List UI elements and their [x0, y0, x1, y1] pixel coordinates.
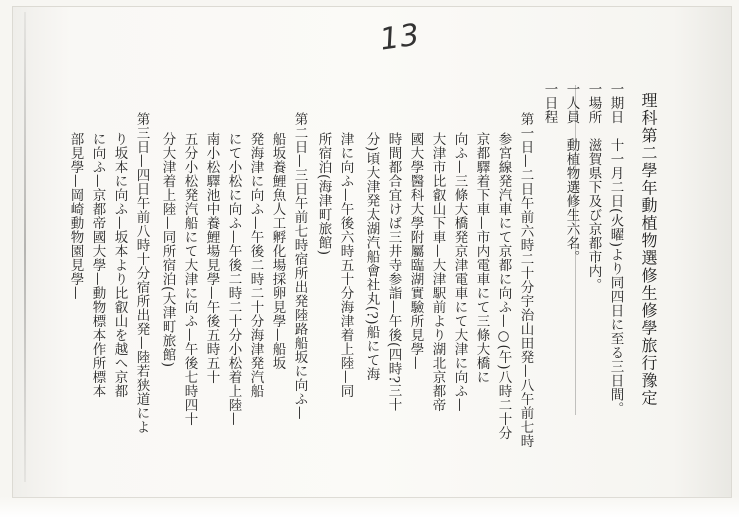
- page-fold-shadow: [24, 12, 26, 482]
- item-dates: 一期日 十一月二日(火曜)より同四日に至る三日間。: [607, 82, 624, 416]
- day1-line: 分)頃大津発太湖汽船會社丸(?)船にて海: [363, 132, 380, 382]
- page-number: 13: [377, 17, 423, 58]
- day2-line: 分大津着上陸—同所宿泊(大津町旅館): [159, 132, 176, 368]
- day3-line: り坂本に向ふ—坂本より比叡山を越へ京都: [111, 132, 128, 398]
- day1-line: 参宮線発汽車にて京都に向ふ—○(午)八時二十分: [495, 132, 512, 441]
- day1-line: 第一日—二日午前六時二十分宇治山田発—八午前七時: [517, 112, 534, 448]
- day3-line: 第三日—四日午前八時十分宿所出発—陸若狭道によ: [133, 112, 150, 434]
- document-title: 理科第二學年動植物選修生修學旅行豫定: [639, 92, 658, 407]
- day1-line: 所宿泊(海津町旅館): [315, 132, 332, 256]
- day2-line: 南小松驛池中養鯉場見學—午後五時五十: [203, 132, 220, 384]
- day1-line: 向ふ—三條大橋発京津電車にて大津に向ふ—: [451, 132, 468, 412]
- day2-line: にて小松に向ふ—午後二時二十分小松着上陸—: [225, 132, 242, 426]
- day1-line: 國大學醫科大學附屬臨湖實驗所見學—: [407, 132, 424, 370]
- item-members: 一人員 動植物選修生六名。: [563, 82, 580, 264]
- day1-line: 津に向ふ—午後六時五十分海津着上陸—同: [337, 132, 354, 398]
- day2-line: 発海津に向ふ—午後二時二十分海津発汽船: [247, 132, 264, 398]
- day2-line: 五分小松発汽船にて大津に向ふ—午後七時四十: [181, 132, 198, 426]
- day3-line: に向ふ—京都帝國大學—動物標本作所標本: [89, 132, 106, 398]
- day1-line: 時間都合宜けば三井寺参詣—午後(四時?三十: [385, 132, 402, 412]
- day1-line: 大津市比叡山下車—大津駅前より湖北京都帝: [429, 132, 446, 412]
- day1-line: 京都驛着下車—市内電車にて三條大橋に: [473, 132, 490, 384]
- scan-bottom-edge: [0, 496, 739, 518]
- day2-line: 第二日—三日午前七時宿所出発陸路船坂に向ふ—: [291, 112, 308, 420]
- day3-line: 部見學—岡崎動物園見學—: [67, 132, 84, 300]
- day2-line: 船坂養鯉魚人工孵化場採卵見學—船坂: [269, 132, 286, 370]
- item-schedule-heading: 一日程: [541, 82, 558, 124]
- item-location: 一場所 滋賀県下及び京都市内。: [585, 82, 602, 292]
